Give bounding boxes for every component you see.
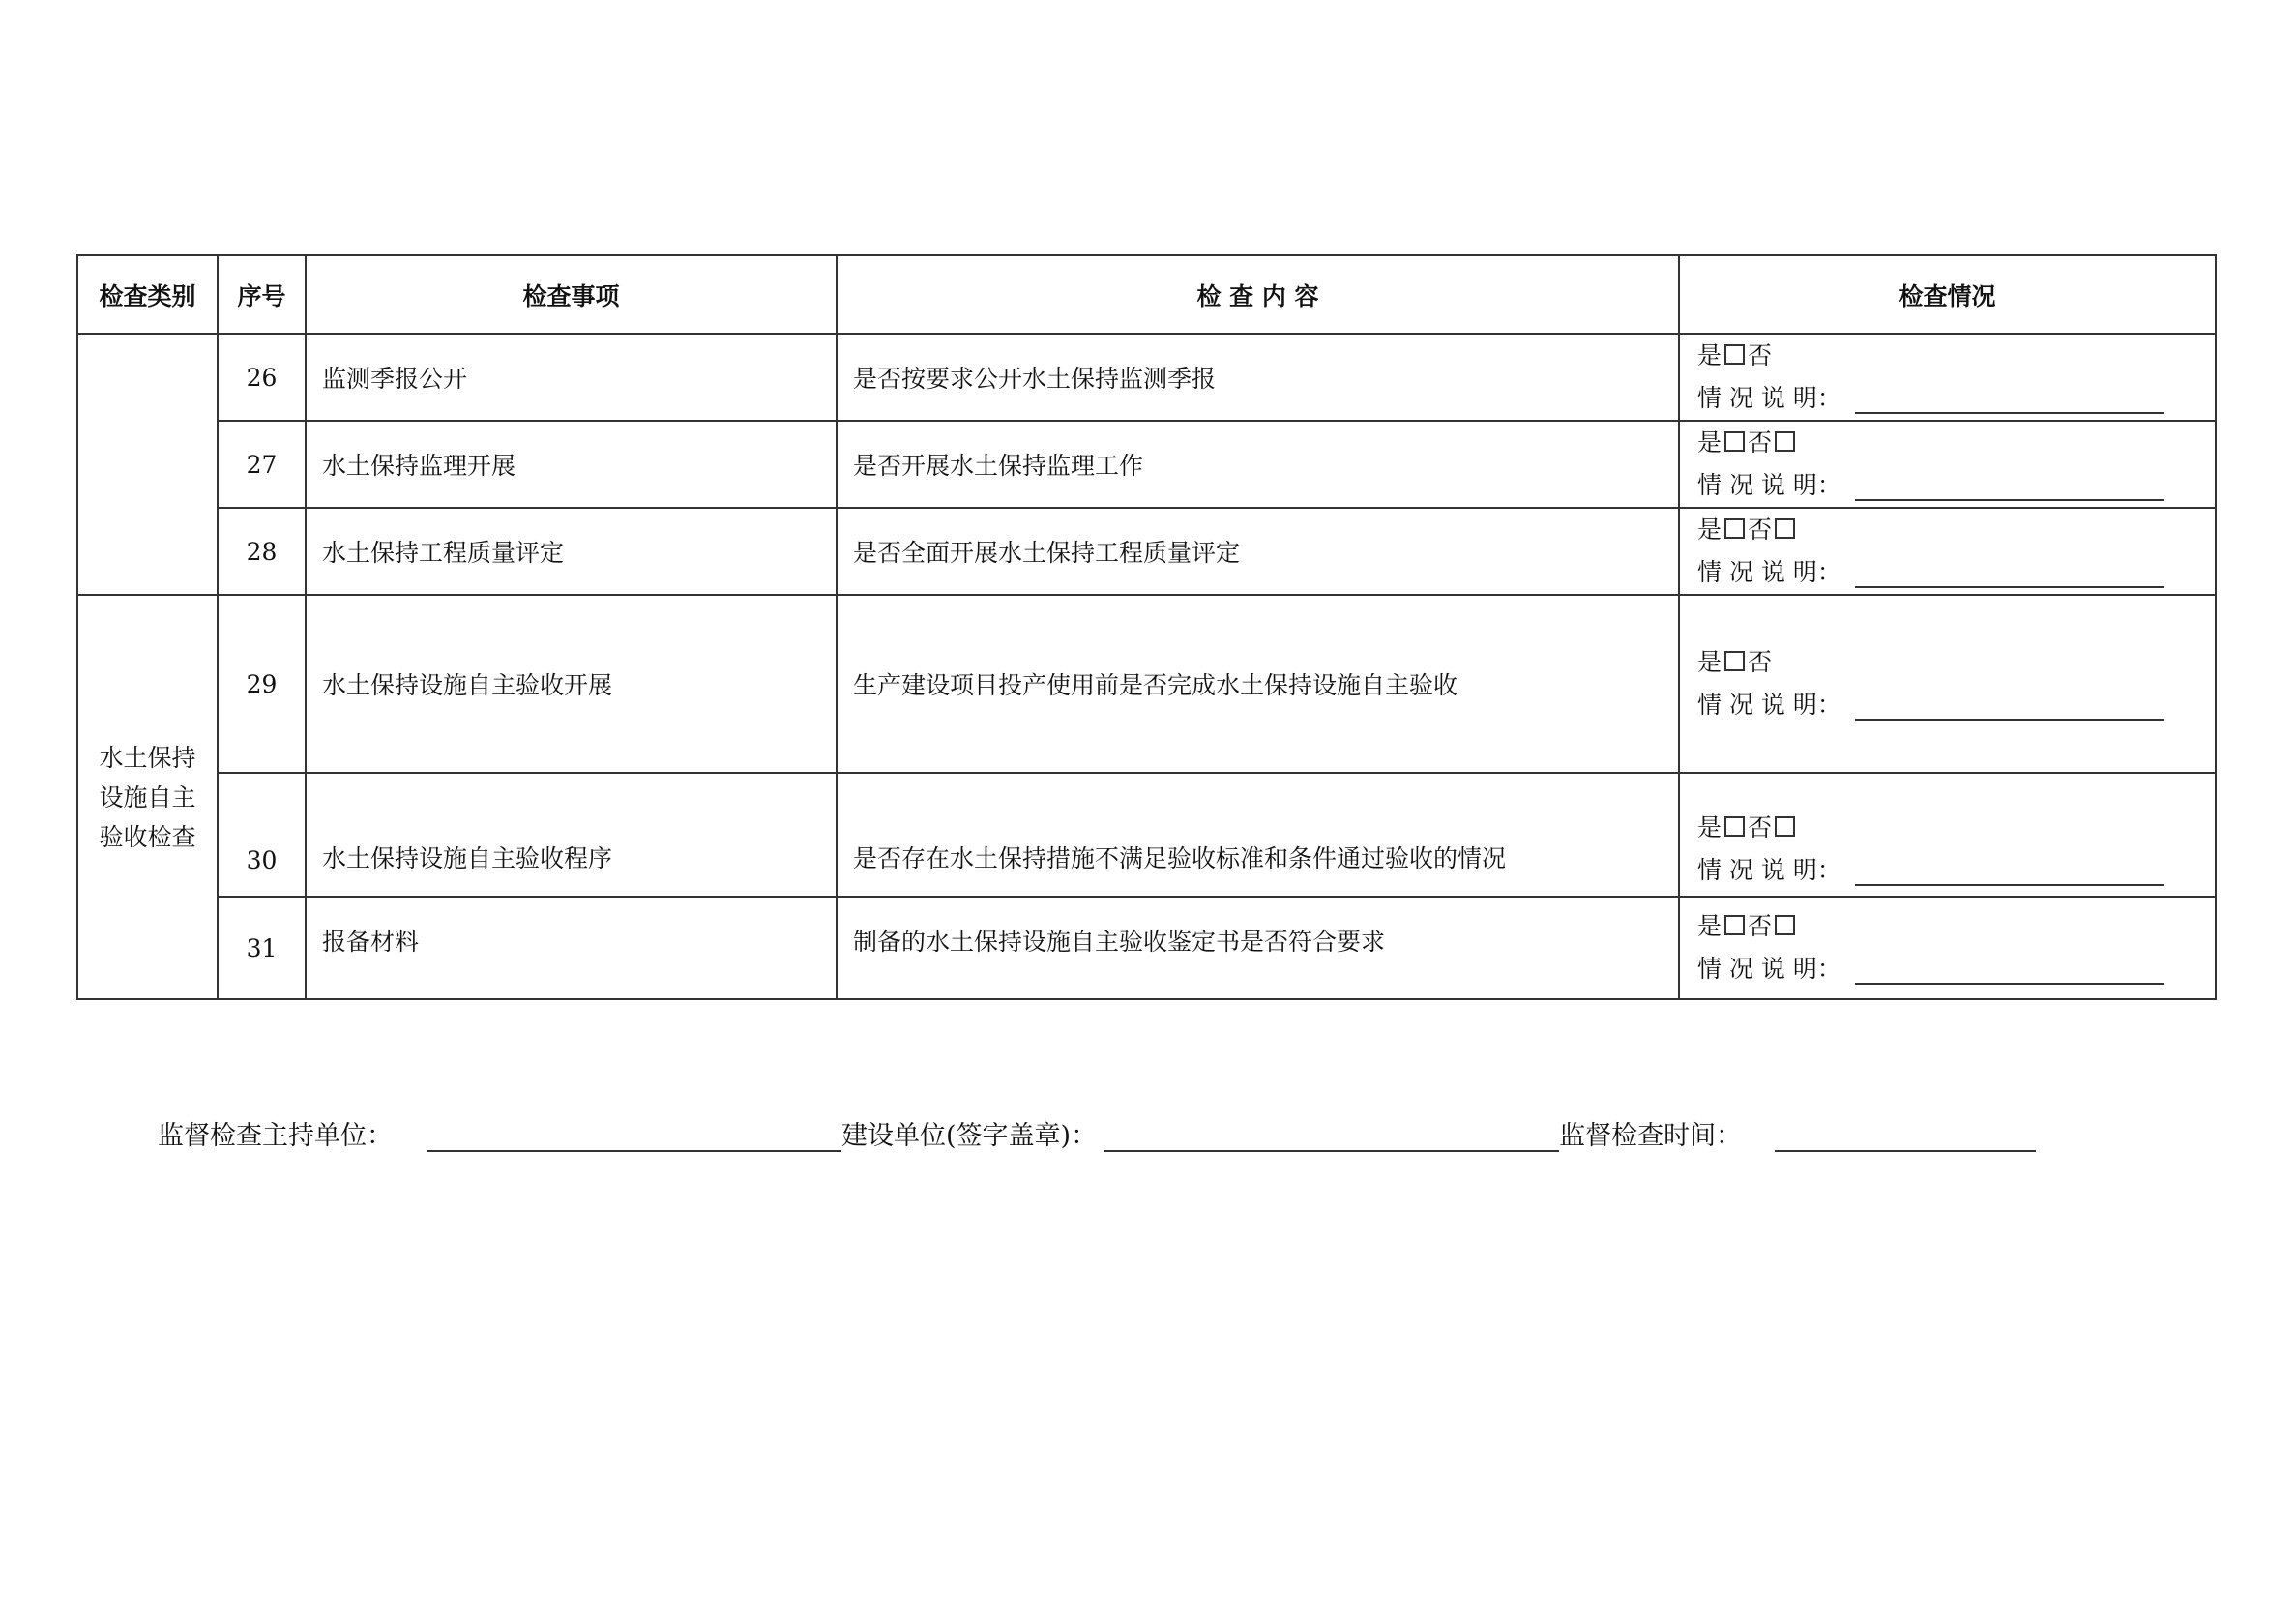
row-status [1679,897,2216,999]
table-row [77,773,2216,897]
row-number: 31 [218,897,306,999]
yes-checkbox[interactable] [1724,431,1745,452]
row-item: 监测季报公开 [306,334,837,421]
no-checkbox[interactable] [1775,431,1795,452]
row-number: 28 [218,508,306,595]
host-unit-line[interactable] [427,1121,841,1152]
no-label: 否 [1748,912,1773,940]
host-unit-label: 监督检查主持单位： [158,1121,393,1151]
note-input-line[interactable] [1855,859,2164,886]
table-row [77,897,2216,999]
row-content: 生产建设项目投产使用前是否完成水土保持设施自主验收 [837,595,1679,773]
row-number: 29 [218,595,306,773]
row-content: 是否开展水土保持监理工作 [837,421,1679,508]
row-status [1679,334,2216,421]
note-input-line[interactable] [1855,958,2164,985]
note-input-line[interactable] [1855,387,2164,414]
row-item: 水土保持监理开展 [306,421,837,508]
row-item: 报备材料 [306,897,837,999]
no-checkbox[interactable] [1775,518,1795,539]
header-number: 序号 [218,255,306,334]
no-label: 否 [1748,516,1773,544]
note-label: 情 况 说 明： [1697,558,1841,586]
inspection-table [76,254,2217,1000]
row-number: 30 [218,773,306,897]
row-status [1679,508,2216,595]
builder-line[interactable] [1104,1121,1559,1152]
header-row [77,255,2216,334]
yes-checkbox[interactable] [1724,915,1745,935]
yes-label: 是 [1697,912,1722,940]
header-item: 检查事项 [306,255,837,334]
no-label: 否 [1748,428,1773,457]
yes-label: 是 [1697,428,1722,457]
no-checkbox[interactable] [1775,816,1795,837]
no-label: 否 [1748,341,1773,369]
no-checkbox[interactable] [1775,915,1795,935]
note-label: 情 况 说 明： [1697,856,1841,884]
signature-footer [158,1114,2036,1152]
note-input-line[interactable] [1855,474,2164,501]
header-content: 检 查 内 容 [837,255,1679,334]
table-row [77,334,2216,421]
time-line[interactable] [1775,1121,2036,1152]
no-label: 否 [1748,813,1773,841]
table-row [77,595,2216,773]
row-number: 26 [218,334,306,421]
yes-checkbox[interactable] [1724,344,1745,365]
note-label: 情 况 说 明： [1697,691,1841,719]
note-label: 情 况 说 明： [1697,955,1841,983]
row-content: 是否存在水土保持措施不满足验收标准和条件通过验收的情况 [837,773,1679,897]
row-content: 是否全面开展水土保持工程质量评定 [837,508,1679,595]
row-status [1679,421,2216,508]
time-label: 监督检查时间： [1559,1121,1743,1151]
row-content: 是否按要求公开水土保持监测季报 [837,334,1679,421]
header-status: 检查情况 [1679,255,2216,334]
yes-checkbox[interactable] [1724,518,1745,539]
table-row [77,508,2216,595]
note-label: 情 况 说 明： [1697,384,1841,412]
category-cell-empty [77,334,218,595]
row-status [1679,773,2216,897]
row-item: 水土保持工程质量评定 [306,508,837,595]
yes-label: 是 [1697,516,1722,544]
yes-label: 是 [1697,648,1722,676]
no-label: 否 [1748,648,1773,676]
table-row [77,421,2216,508]
yes-label: 是 [1697,813,1722,841]
row-number: 27 [218,421,306,508]
yes-label: 是 [1697,341,1722,369]
note-input-line[interactable] [1855,693,2164,721]
row-item: 水土保持设施自主验收开展 [306,595,837,773]
yes-checkbox[interactable] [1724,816,1745,837]
header-category: 检查类别 [77,255,218,334]
row-content: 制备的水土保持设施自主验收鉴定书是否符合要求 [837,897,1679,999]
yes-checkbox[interactable] [1724,651,1745,671]
category-cell [77,595,218,999]
row-item: 水土保持设施自主验收程序 [306,773,837,897]
note-input-line[interactable] [1855,561,2164,588]
note-label: 情 况 说 明： [1697,471,1841,499]
builder-label: 建设单位(签字盖章)： [841,1121,1098,1151]
row-status [1679,595,2216,773]
category-label: 水土保持设施自主验收检查 [99,743,196,851]
